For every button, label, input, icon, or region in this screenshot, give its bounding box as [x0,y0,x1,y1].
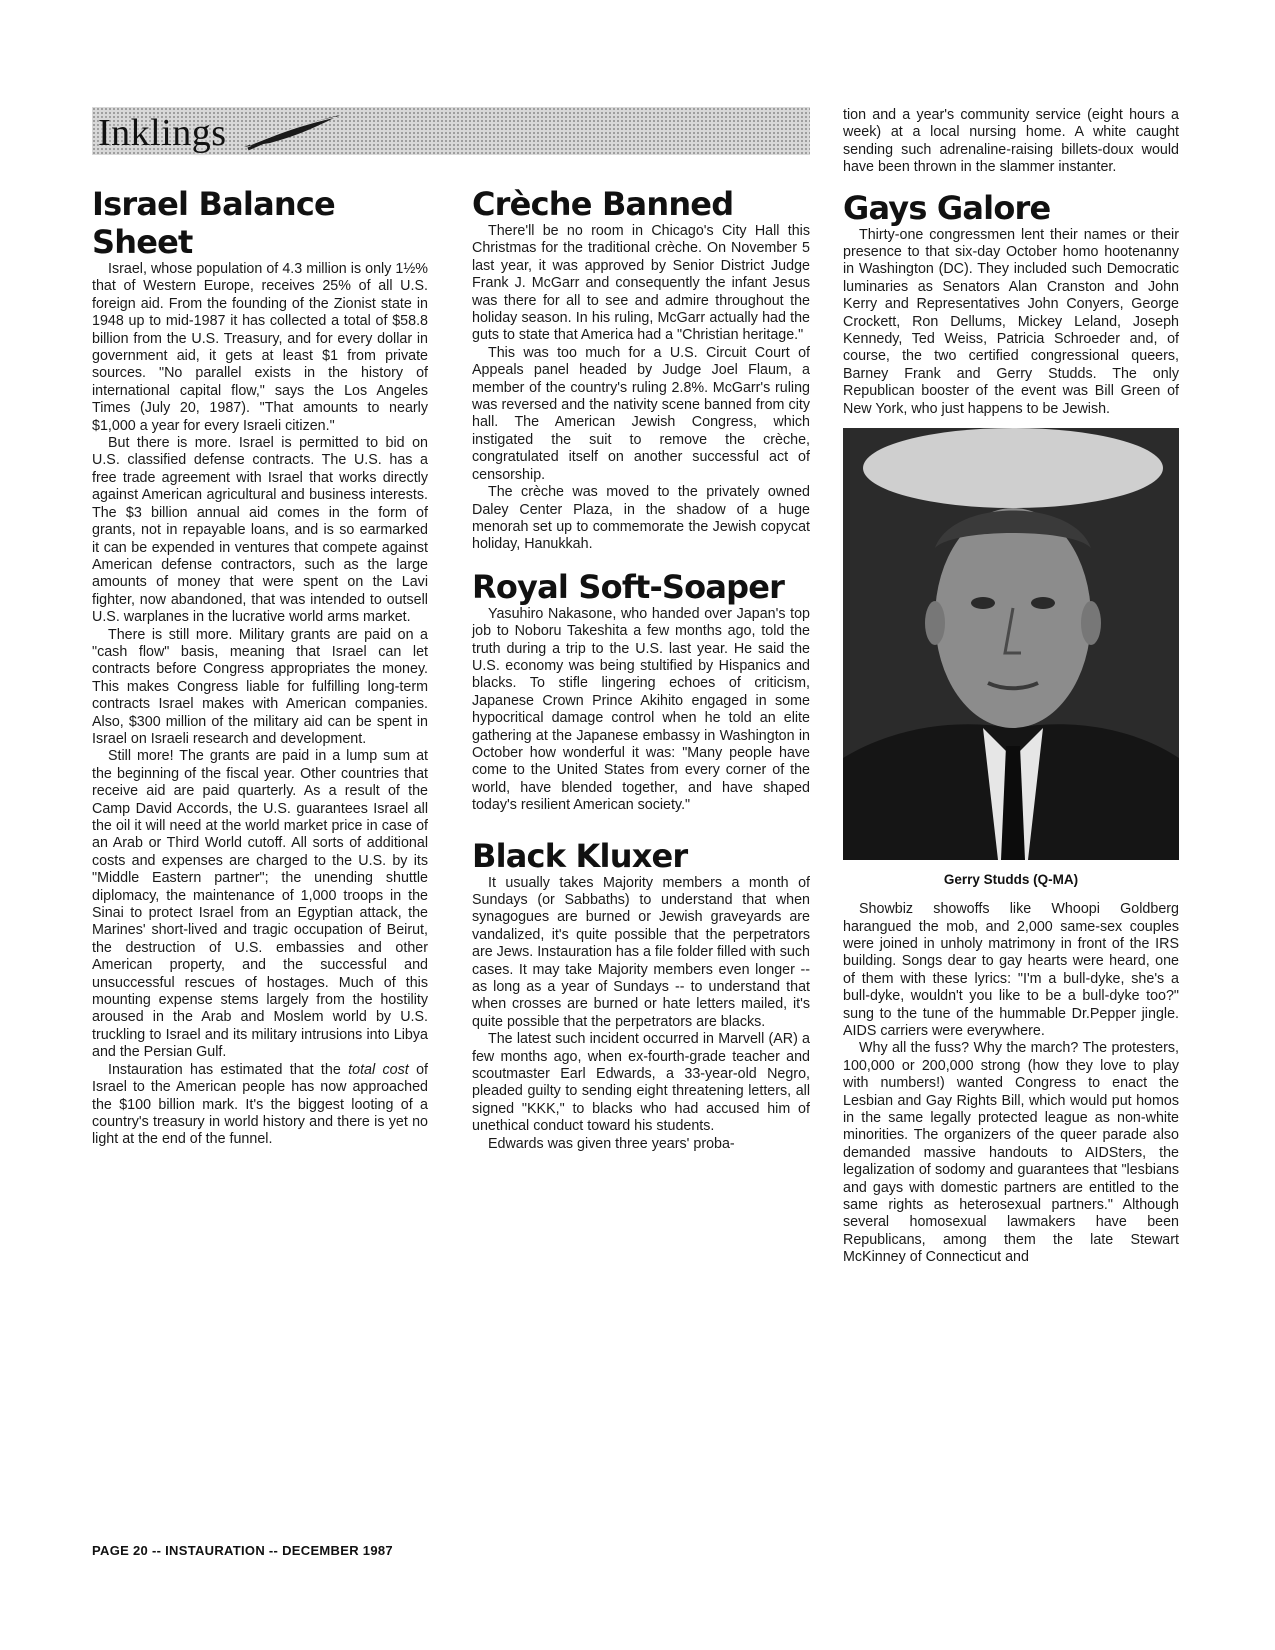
article-gays-galore [843,189,1179,1267]
article-royal-soft-soaper [472,568,810,815]
paragraph: The crèche was moved to the privately owned Daley Center Plaza, in the shadow of a huge menorah set up to commemorate the Jewish copycat holiday, Hanukkah. [472,484,810,553]
paragraph: But there is more. Israel is permitted to bid on U.S. classified defense contracts. The U.S. has a free trade agreement with Israel that works directly against American agricultural and business interests. The $3 billion annual aid comes in the form of grants, not in repayable loans, and is so earmarked it can be expended in ventures that compete against American defense contractors, such as the large amounts of money that were spent on the Lavi fighter, now abandoned, that was intended to outsell U.S. warplanes in the lucrative world arms market. [92,435,428,626]
article-black-kluxer [472,837,810,1154]
paragraph: There'll be no room in Chicago's City Hall this Christmas for the traditional crèche. On November 5 last year, it was approved by Senior District Judge Frank J. McGarr and consequently the infant Jesus was there for all to see and admire throughout the holiday season. In his ruling, McGarr actually had the guts to state that America had a "Christian heritage." [472,223,810,344]
article-israel-balance-sheet [92,185,428,1149]
portrait-illustration [843,428,1179,860]
paragraph: There is still more. Military grants are paid on a "cash flow" basis, meaning that Israel can let contracts before Congress appropriates the money. This makes Congress liable for fulfilling long-term contracts Israel makes with American companies. Also, $300 million of the military aid can be spent in Israel on Israeli research and development. [92,626,428,747]
text-run: of Israel to the American people has now approached the $100 billion mark. It's the biggest looting of a country's treasury in world history and there is yet no light at the end of the funnel. [92,1061,429,1148]
paragraph: Showbiz showoffs like Whoopi Goldberg harangued the mob, and 2,000 same-sex couples were joined in unholy matrimony in front of the IRS building. Songs dear to gay hearts were heard, one of them with these lyrics: "I'm a bull-dyke, she's a bull-dyke, wouldn't you like to be a bull-dyke too?" sung to the tune of the hummable Dr.Pepper jingle. AIDS carriers were everywhere. [843,901,1179,1039]
text-run: Instauration has estimated that the [108,1061,349,1078]
photo-caption: Gerry Studds (Q-MA) [943,872,1079,888]
paragraph: Yasuhiro Nakasone, who handed over Japan's top job to Noboru Takeshita a few months ago, told the truth during a trip to the U.S. last year. He said the U.S. economy was being stultified by Hispanics and blacks. To stifle lingering echoes of criticism, Japanese Crown Prince Akihito engaged in some hypocritical damage control when he told an elite gathering at the Japanese embassy in Washington in October how wonderful it was: "Many people have come to the United States from every corner of the world, have blended together, and have shaped today's resilient American society." [472,605,810,814]
section-title: Inklings [98,112,227,154]
quill-icon [240,109,350,153]
article-creche-banned [472,185,810,554]
paragraph-continued: tion and a year's community service (eight hours a week) at a local nursing home. A white caught sending such adrenaline-raising billets-doux would have been thrown in the slammer instanter. [843,107,1179,176]
paragraph: This was too much for a U.S. Circuit Court of Appeals panel headed by Judge Joel Flaum, a member of the country's ruling 2.8%. McGarr's ruling was reversed and the nativity scene banned from city hall. The American Jewish Congress, which instigated the suit to remove the crèche, congratulated itself on another successful act of censorship. [472,344,810,483]
headline: Black Kluxer [472,836,688,875]
paragraph: Israel, whose population of 4.3 million is only 1½% that of Western Europe, receives 25% of all U.S. foreign aid. From the founding of the Zionist state in 1948 up to mid-1987 it has collected a total of $58.8 billion from the U.S. Treasury, and for every dollar in government aid, it gets at least $1 from private sources. "No parallel exists in the history of international capital flow," says the Los Angeles Times (July 20, 1987). "That amounts to nearly $1,000 a year for every Israeli citizen." [92,261,428,434]
portrait-photo [843,428,1179,860]
paragraph: Still more! The grants are paid in a lump sum at the beginning of the fiscal year. Other countries that receive aid are paid quarterly. As a result of the Camp David Accords, the U.S. guarantees Israel all the oil it will need at the world market price in case of an Arab or Third World cutoff. All sorts of additional costs and expenses are charged to the U.S. by its "Middle Eastern partner"; the unending shuttle diplomacy, the maintenance of 1,000 troops in the Sinai to protect Israel from an Egyptian attack, the Marines' short-lived and tragic occupation of Beirut, the destruction of U.S. embassies and other American property, and the successful and unsuccessful rescues of hostages. Much of this mounting expense stems largely from the hostility aroused in the Arab and Moslem world by U.S. truckling to Israel and its military intrusions into Libya and the Persian Gulf. [92,748,428,1061]
masthead-banner [92,107,810,155]
paragraph: The latest such incident occurred in Marvell (AR) a few months ago, when ex-fourth-grade teacher and scoutmaster Earl Edwards, a 33-year-old Negro, pleaded guilty to sending eight threatening letters, all signed "KKK," to blacks who had accused him of unethical conduct toward his students. [472,1031,810,1135]
headline: Crèche Banned [472,185,734,223]
column-right [843,107,1179,1281]
paragraph: It usually takes Majority members a month of Sundays (or Sabbaths) to understand that when synagogues are burned or Jewish graveyards are vandalized, it's quite possible that the perpetrators are Jews. Instauration has a file folder filled with such cases. It may take Majority members even longer -- as long as a year of Sundays -- to understand that when crosses are burned or hate letters mailed, it's quite possible that the perpetrators are blacks. [472,874,810,1030]
paragraph: Thirty-one congressmen lent their names or their presence to that six-day October homo hootenanny in Washington (DC). They included such Democratic luminaries as Senators Alan Cranston and John Kerry and Representatives John Conyers, George Crockett, Ron Dellums, Mickey Leland, Joseph Kennedy, Ted Weiss, Patricia Schroeder and, of course, the two certified congressional queers, Barney Frank and Gerry Studds. The only Republican booster of the event was Bill Green of New York, who just happens to be Jewish. [843,226,1179,417]
headline: Israel Balance Sheet [92,185,335,261]
paragraph [92,1062,428,1149]
headline: Gays Galore [843,188,1051,227]
page-footer: PAGE 20 -- INSTAURATION -- DECEMBER 1987 [92,1543,393,1558]
emphasis: total cost [348,1061,409,1078]
paragraph: Edwards was given three years' proba- [488,1135,735,1152]
headline: Royal Soft-Soaper [472,567,785,606]
column-left [92,185,428,1163]
column-middle [472,185,810,1167]
paragraph: Why all the fuss? Why the march? The protesters, 100,000 or 200,000 strong (how they love to play with numbers!) wanted Congress to enact the Lesbian and Gay Rights Bill, which would put homos in the same legally protected league as non-white minorities. The organizers of the queer parade also demanded massive handouts to AIDSters, the legalization of sodomy and guarantees that "lesbians and gays with domestic partners are entitled to the same rights as heterosexual partners." Although several homosexual lawmakers have been Republicans, among them the late Stewart McKinney of Connecticut and [843,1040,1179,1266]
